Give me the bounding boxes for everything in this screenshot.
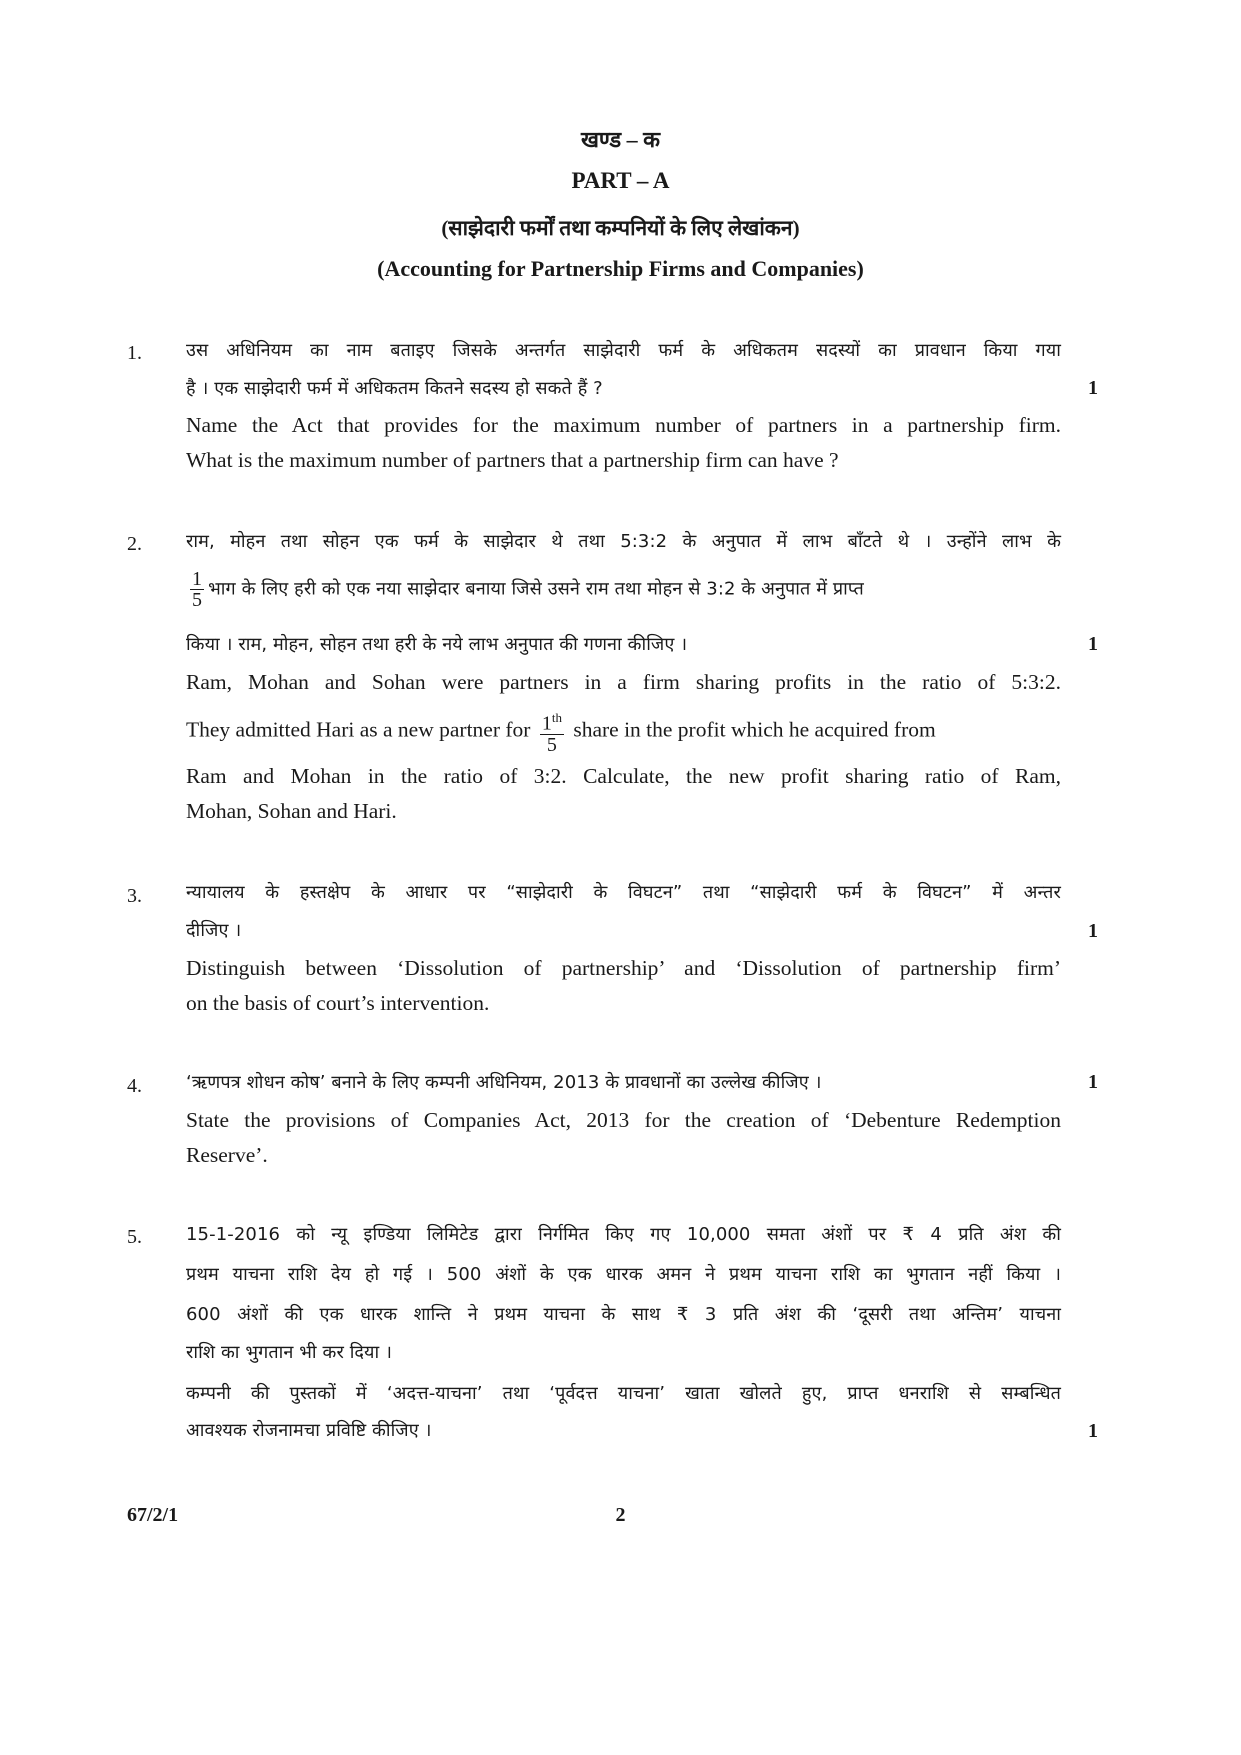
question-text-hindi: 600 अंशों की एक धारक शान्ति ने प्रथम याचना के साथ ₹ 3 प्रति अंश की ‘दूसरी तथा अन्तिम’ याचना <box>186 1304 1061 1325</box>
question-text-english: on the basis of court’s intervention. <box>186 991 490 1015</box>
question-marks: 1 <box>1088 920 1098 942</box>
question-text-english: State the provisions of Companies Act, 2013 for the creation of ‘Debenture Redemption <box>186 1108 1061 1132</box>
section-heading-hindi: खण्ड – क <box>580 127 661 152</box>
fraction-one-fifth: $\frac{1}{5}$ <box>192 568 203 611</box>
question-number: 4. <box>127 1075 142 1097</box>
question-text-hindi: उस अधिनियम का नाम बताइए जिसके अन्तर्गत साझेदारी फर्म के अधिकतम सदस्यों का प्रावधान किया गया <box>186 340 1061 361</box>
question-text-hindi: ‘ऋणपत्र शोधन कोष’ बनाने के लिए कम्पनी अधिनियम, 2013 के प्रावधानों का उल्लेख कीजिए । <box>186 1072 822 1093</box>
question-text-english: What is the maximum number of partners that a partnership firm can have ? <box>186 448 839 472</box>
question-text-hindi: राम, मोहन तथा सोहन एक फर्म के साझेदार थे तथा 5:3:2 के अनुपात में लाभ बाँटते थे । उन्होंने लाभ के <box>186 531 1061 552</box>
question-marks: 1 <box>1088 1420 1098 1442</box>
question-text-hindi: दीजिए । <box>186 920 242 941</box>
fraction-one-fifth-th: $\frac{1^{th}}{5}$ <box>541 710 562 756</box>
question-number: 5. <box>127 1226 142 1248</box>
question-text-english: Ram and Mohan in the ratio of 3:2. Calculate, the new profit sharing ratio of Ram, <box>186 764 1061 788</box>
question-number: 1. <box>127 342 142 364</box>
question-text-hindi: किया । राम, मोहन, सोहन तथा हरी के नये लाभ अनुपात की गणना कीजिए । <box>186 634 688 655</box>
question-text-hindi: राशि का भुगतान भी कर दिया । <box>186 1342 392 1363</box>
question-marks: 1 <box>1088 1071 1098 1093</box>
part-title-english: (Accounting for Partnership Firms and Companies) <box>377 256 864 281</box>
part-heading: PART – A <box>571 168 670 193</box>
question-text-english: Mohan, Sohan and Hari. <box>186 799 397 823</box>
paper-code: 67/2/1 <box>127 1504 179 1526</box>
question-marks: 1 <box>1088 633 1098 655</box>
question-text-hindi: प्रथम याचना राशि देय हो गई । 500 अंशों के एक धारक अमन ने प्रथम याचना राशि का भुगतान नहीं किया । <box>186 1264 1061 1285</box>
question-marks: 1 <box>1088 377 1098 399</box>
question-text-english: Name the Act that provides for the maximum number of partners in a partnership firm. <box>186 413 1061 437</box>
part-title-hindi: (साझेदारी फर्मों तथा कम्पनियों के लिए लेखांकन) <box>441 216 800 240</box>
question-number: 3. <box>127 885 142 907</box>
question-text-english: Ram, Mohan and Sohan were partners in a firm sharing profits in the ratio of 5:3:2. <box>186 670 1061 694</box>
question-text-english-with-fraction: They admitted Hari as a new partner for $\frac{1^{th}}{5}$ share in the profit which he acquired from <box>186 710 936 756</box>
question-text-hindi: आवश्यक रोजनामचा प्रविष्टि कीजिए । <box>186 1420 432 1441</box>
page-number: 2 <box>615 1504 626 1526</box>
question-text-hindi: है । एक साझेदारी फर्म में अधिकतम कितने सदस्य हो सकते हैं ? <box>186 378 603 399</box>
question-text-english: Reserve’. <box>186 1143 268 1167</box>
question-text-hindi-with-fraction: $\frac{1}{5}$ भाग के लिए हरी को एक नया साझेदार बनाया जिसे उसने राम तथा मोहन से 3:2 के अनुपात में प्राप्त <box>192 568 864 611</box>
question-text-english: Distinguish between ‘Dissolution of partnership’ and ‘Dissolution of partnership firm’ <box>186 956 1061 980</box>
question-text-hindi: 15-1-2016 को न्यू इण्डिया लिमिटेड द्वारा निर्गमित किए गए 10,000 समता अंशों पर ₹ 4 प्रति अंश की <box>186 1224 1061 1245</box>
question-number: 2. <box>127 533 142 555</box>
question-text-hindi: न्यायालय के हस्तक्षेप के आधार पर “साझेदारी के विघटन” तथा “साझेदारी फर्म के विघटन” में अन्तर <box>186 882 1061 903</box>
question-text-hindi: कम्पनी की पुस्तकों में ‘अदत्त-याचना’ तथा ‘पूर्वदत्त याचना’ खाता खोलते हुए, प्राप्त धनराशि से सम्बन्धित <box>186 1383 1061 1404</box>
